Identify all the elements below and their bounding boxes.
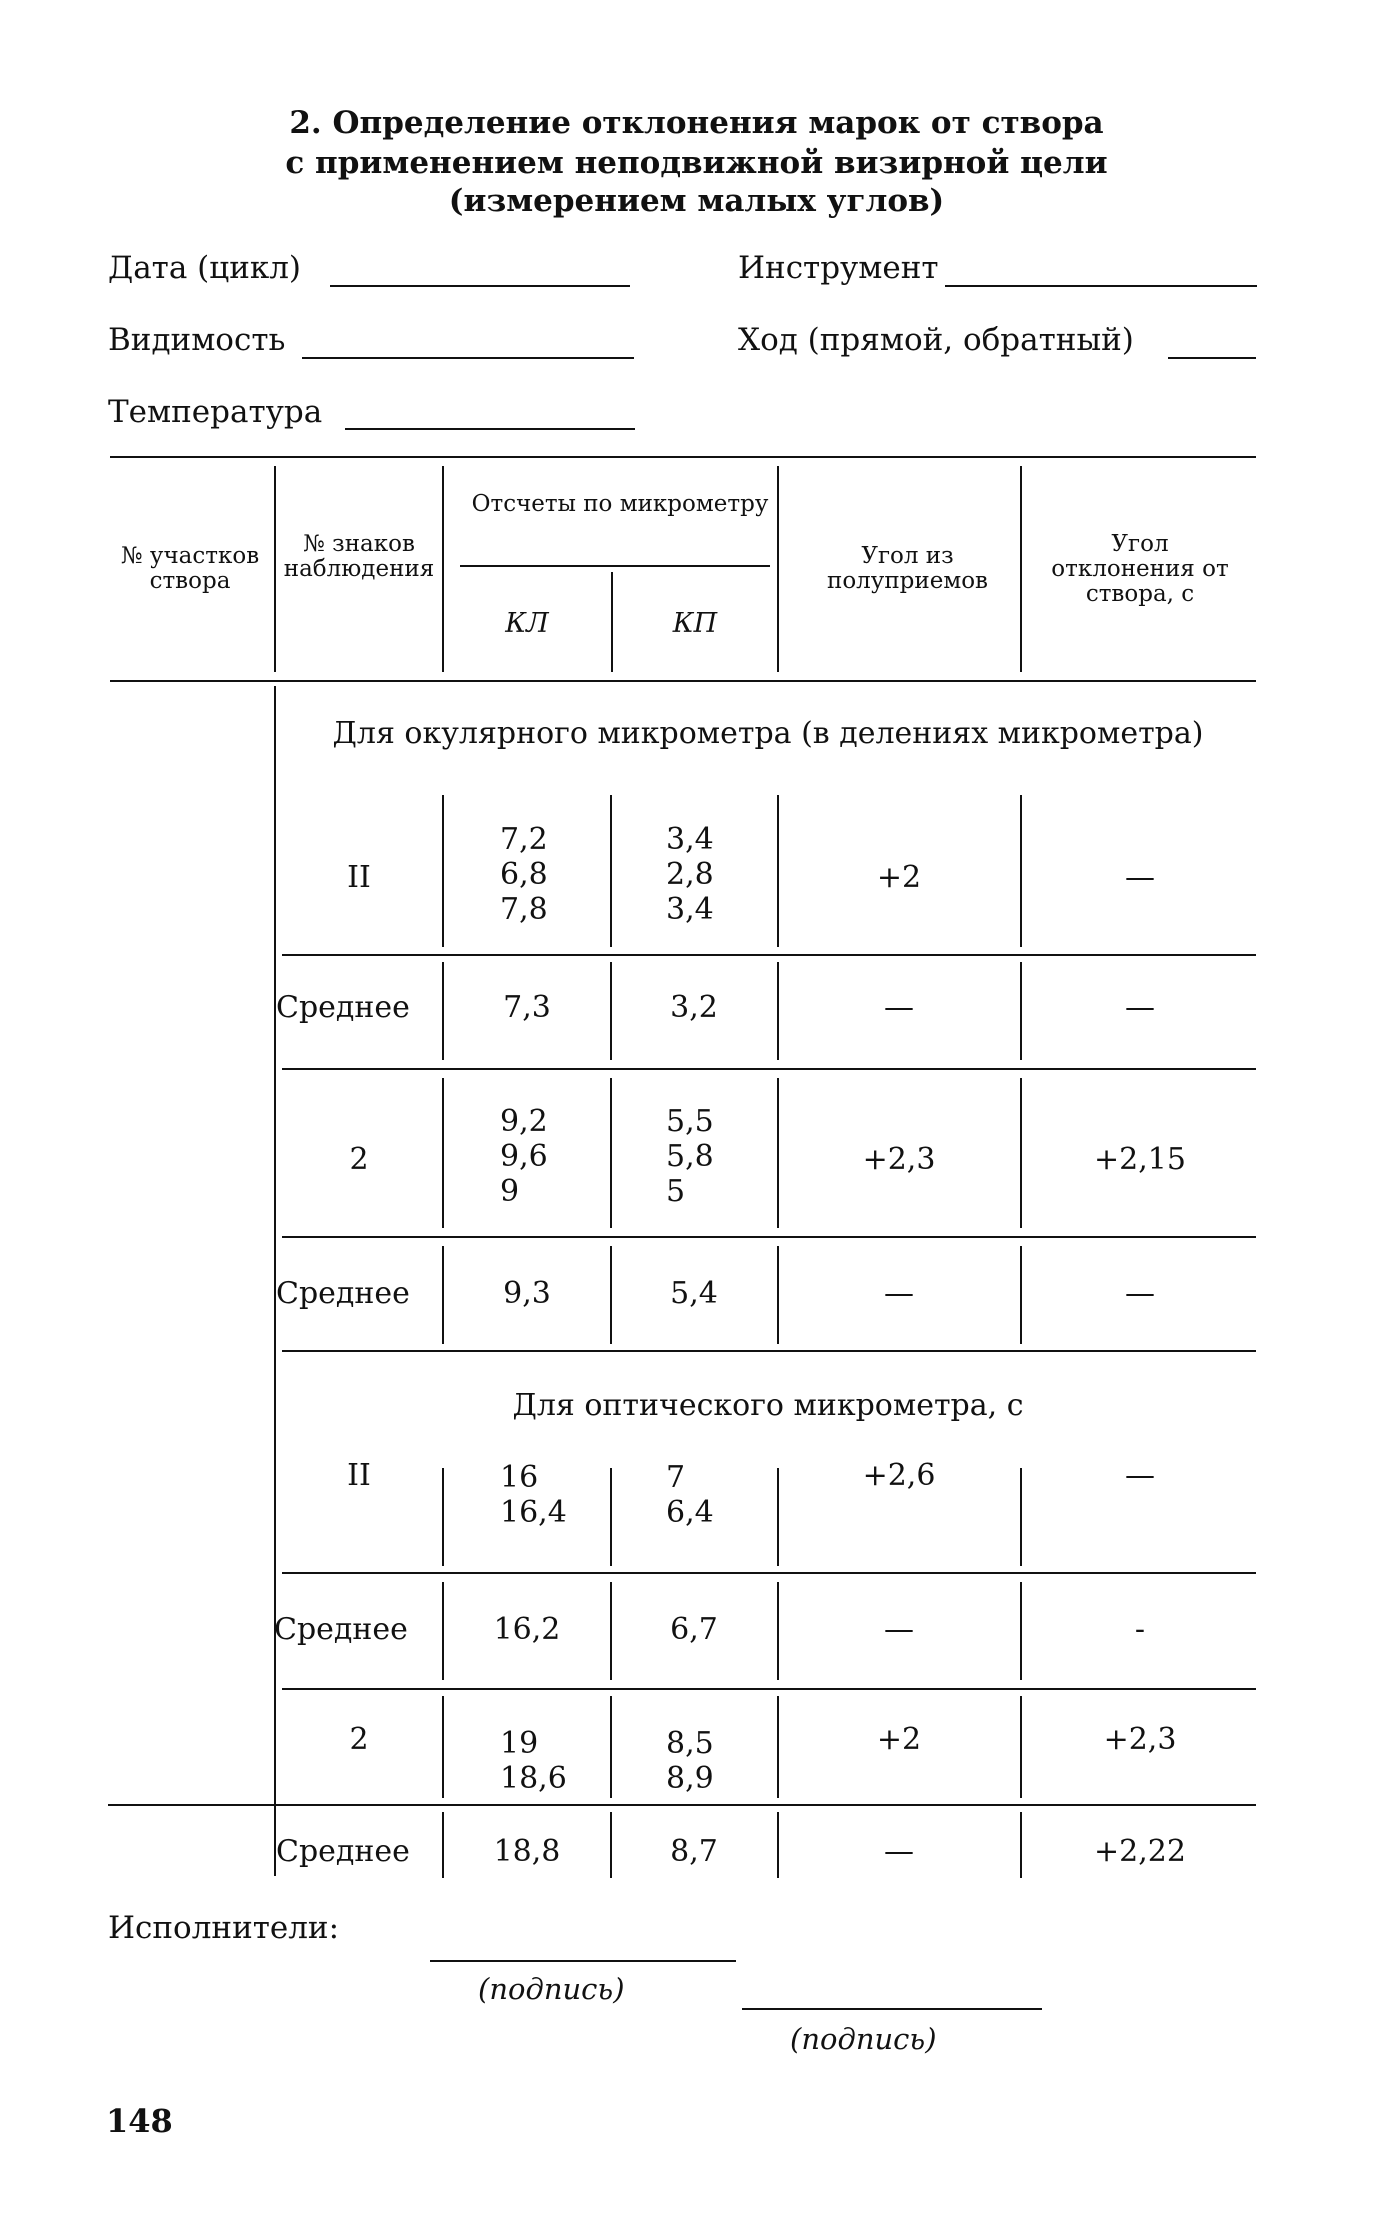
header-half-angle: Угол из полуприемов — [827, 543, 988, 594]
date-label: Дата (цикл) — [108, 250, 302, 286]
table-row-8-kl: 18,8 — [493, 1834, 561, 1869]
vline — [610, 962, 612, 1060]
date-field[interactable] — [330, 285, 630, 287]
table-top-rule — [110, 456, 1256, 458]
row-rule-7 — [108, 1804, 1256, 1806]
temperature-field[interactable] — [345, 428, 635, 430]
vline — [777, 1812, 779, 1878]
table-row-2-mark: Среднее — [276, 990, 410, 1025]
table-row-5-kl: 16 16,4 — [500, 1460, 567, 1530]
table-row-5-kp: 7 6,4 — [666, 1460, 714, 1530]
table-row-2-kp: 3,2 — [670, 990, 718, 1025]
vline — [1020, 1582, 1022, 1680]
header-section: № участков створа — [120, 543, 260, 594]
vline — [442, 962, 444, 1060]
direction-label: Ход (прямой, обратный) — [738, 322, 1134, 358]
table-row-1-kl: 7,2 6,8 7,8 — [500, 822, 548, 927]
vline — [1020, 1696, 1022, 1798]
table-row-7-dev: +2,3 — [1103, 1722, 1177, 1757]
table-row-1-kp: 3,4 2,8 3,4 — [666, 822, 714, 927]
vline — [777, 1078, 779, 1228]
vline — [442, 1696, 444, 1798]
signature-line-2[interactable] — [742, 2008, 1042, 2010]
row-rule-2 — [282, 1068, 1256, 1070]
table-row-3-kp: 5,5 5,8 5 — [666, 1104, 714, 1209]
table-row-1-mark: II — [347, 860, 371, 895]
section-optical-title: Для оптического микрометра, с — [512, 1388, 1024, 1423]
instrument-field[interactable] — [945, 285, 1257, 287]
header-bottom-rule — [110, 680, 1256, 682]
visibility-label: Видимость — [108, 322, 286, 358]
table-row-2-kl: 7,3 — [503, 990, 551, 1025]
table-row-3-mark: 2 — [349, 1142, 369, 1177]
table-row-7-half: +2 — [876, 1722, 922, 1757]
vline — [442, 1078, 444, 1228]
table-row-3-kl: 9,2 9,6 9 — [500, 1104, 548, 1209]
row-rule-6 — [282, 1688, 1256, 1690]
vline — [610, 1078, 612, 1228]
table-row-8-mark: Среднее — [276, 1834, 410, 1869]
header-deviation: Угол отклонения от створа, с — [1051, 531, 1229, 607]
visibility-field[interactable] — [302, 357, 634, 359]
header-readings: Отсчеты по микрометру — [471, 491, 769, 517]
vline — [777, 1468, 779, 1566]
table-row-4-mark: Среднее — [276, 1276, 410, 1311]
vline — [442, 1582, 444, 1680]
table-row-3-dev: +2,15 — [1094, 1142, 1186, 1177]
row-rule-5 — [282, 1572, 1256, 1574]
vline — [1020, 962, 1022, 1060]
table-row-8-half: — — [884, 1834, 914, 1869]
table-row-6-mark: Среднее — [274, 1612, 408, 1647]
executors-label: Исполнители: — [108, 1910, 340, 1946]
signature-line-1[interactable] — [430, 1960, 736, 1962]
title-line-1: 2. Определение отклонения марок от створа — [289, 105, 1104, 141]
table-row-3-half: +2,3 — [862, 1142, 936, 1177]
title-line-3: (измерением малых углов) — [448, 183, 945, 219]
table-row-5-half: +2,6 — [862, 1458, 936, 1493]
table-row-4-half: — — [884, 1276, 914, 1311]
table-row-5-mark: II — [347, 1458, 371, 1493]
vline — [777, 1582, 779, 1680]
table-row-1-half: +2 — [876, 860, 922, 895]
table-row-2-half: — — [884, 990, 914, 1025]
header-kl: КЛ — [505, 608, 549, 639]
instrument-label: Инструмент — [738, 250, 939, 286]
table-row-4-kp: 5,4 — [670, 1276, 718, 1311]
table-row-8-kp: 8,7 — [670, 1834, 718, 1869]
table-row-7-mark: 2 — [349, 1722, 369, 1757]
vline — [442, 795, 444, 947]
vline — [442, 1812, 444, 1878]
vline — [442, 1246, 444, 1344]
vline — [610, 1582, 612, 1680]
vline — [777, 1696, 779, 1798]
vline — [610, 795, 612, 947]
table-row-8-dev: +2,22 — [1094, 1834, 1186, 1869]
table-row-6-kl: 16,2 — [493, 1612, 561, 1647]
readings-sub-rule — [460, 565, 770, 567]
title-line-2: с применением неподвижной визирной цели — [285, 145, 1108, 181]
header-vline-5 — [1020, 466, 1022, 672]
table-row-4-kl: 9,3 — [503, 1276, 551, 1311]
vline — [1020, 1468, 1022, 1566]
header-vline-4 — [777, 466, 779, 672]
table-row-2-dev: — — [1125, 990, 1155, 1025]
table-row-4-dev: — — [1125, 1276, 1155, 1311]
table-row-6-kp: 6,7 — [670, 1612, 718, 1647]
vline — [777, 1246, 779, 1344]
table-row-7-kp: 8,5 8,9 — [666, 1726, 714, 1796]
section-ocular-title: Для окулярного микрометра (в делениях микрометра) — [332, 716, 1204, 751]
row-rule-4 — [282, 1350, 1256, 1352]
header-marks: № знаков наблюдения — [283, 531, 435, 582]
row-rule-3 — [282, 1236, 1256, 1238]
table-row-6-half: — — [884, 1612, 914, 1647]
table-row-5-dev: — — [1125, 1458, 1155, 1493]
vline — [1020, 1078, 1022, 1228]
temperature-label: Температура — [108, 394, 323, 430]
header-vline-2 — [442, 466, 444, 672]
signature-caption-2: (подпись) — [790, 2022, 937, 2056]
vline — [1020, 1812, 1022, 1878]
header-vline-3 — [611, 572, 613, 672]
vline — [610, 1246, 612, 1344]
vline — [1020, 1246, 1022, 1344]
table-row-6-dev: - — [1134, 1612, 1146, 1647]
direction-field[interactable] — [1168, 357, 1256, 359]
vline — [777, 795, 779, 947]
signature-caption-1: (подпись) — [478, 1972, 625, 2006]
vline — [610, 1696, 612, 1798]
vline — [610, 1812, 612, 1878]
table-row-7-kl: 19 18,6 — [500, 1726, 567, 1796]
vline — [1020, 795, 1022, 947]
table-row-1-dev: — — [1125, 860, 1155, 895]
vline — [777, 962, 779, 1060]
vline — [442, 1468, 444, 1566]
header-kp: КП — [672, 608, 718, 639]
row-rule-1 — [282, 954, 1256, 956]
vline — [610, 1468, 612, 1566]
page-number: 148 — [106, 2102, 173, 2140]
header-vline-1 — [274, 466, 276, 672]
